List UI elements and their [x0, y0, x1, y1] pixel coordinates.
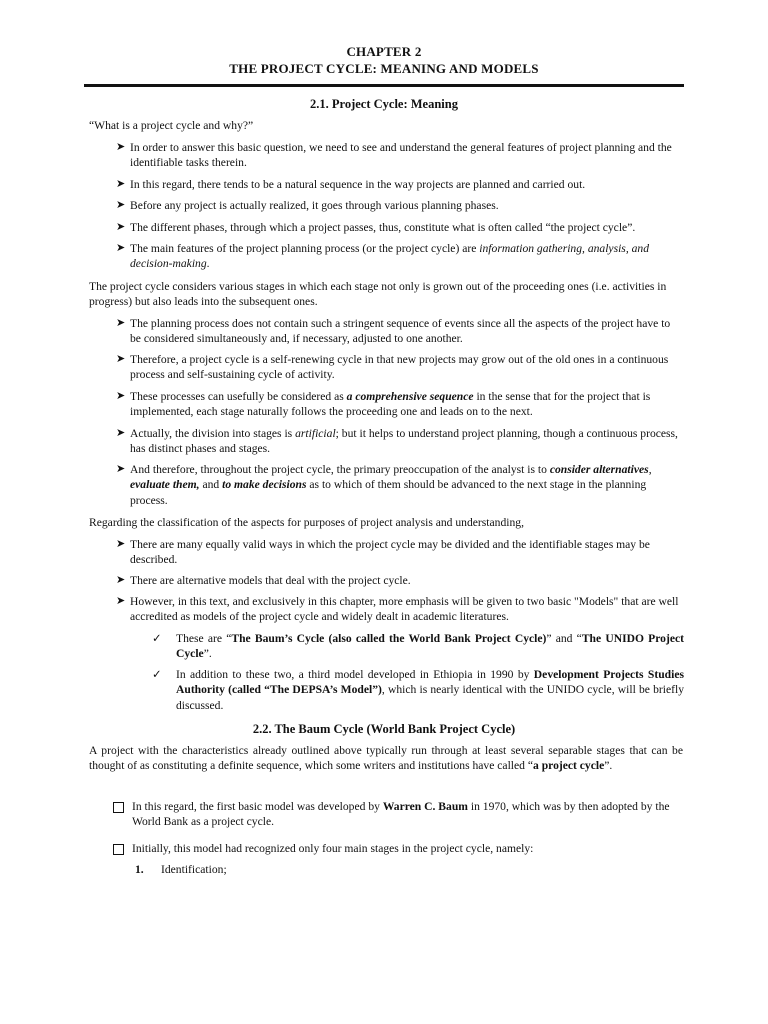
chapter-number: CHAPTER 2	[346, 44, 422, 59]
empty-box-icon	[113, 844, 124, 855]
arrowhead-bullet-icon: ➤	[116, 574, 126, 586]
checkmark-icon: ✓	[152, 668, 162, 681]
list-item-text: In this regard, the first basic model was developed by Warren C. Baum in 1970, which was by then adopted by the World Bank as a project cycle.	[132, 800, 670, 829]
paragraph: The project cycle considers various stages in which each stage not only is grown out of the proceeding ones (i.e. activities in progress) but also leads into the subsequent ones.	[89, 280, 667, 309]
arrowhead-bullet-icon: ➤	[116, 317, 126, 329]
list-item	[116, 177, 682, 192]
list-item	[135, 862, 227, 877]
list-item	[116, 316, 682, 347]
header-rule	[84, 84, 684, 87]
list-item	[152, 631, 684, 662]
list-item-text: However, in this text, and exclusively in this chapter, more emphasis will be given to two basic "Models" that are well accredited as models of the project cycle and widely dealt in academic literatures.	[130, 595, 679, 624]
arrowhead-bullet-icon: ➤	[116, 595, 126, 607]
arrowhead-bullet-icon: ➤	[116, 221, 126, 233]
list-item-text: The planning process does not contain such a stringent sequence of events since all the aspects of the project have to be considered simultaneously and, if necessary, adjusted to one another.	[130, 317, 671, 346]
list-item-text: Actually, the division into stages is artificial; but it helps to understand project planning, though a continuous process, has distinct phases and stages.	[130, 427, 678, 456]
arrowhead-bullet-icon: ➤	[116, 242, 126, 254]
list-item-text: There are alternative models that deal with the project cycle.	[130, 574, 411, 587]
checkmark-icon: ✓	[152, 632, 162, 645]
list-item	[113, 841, 683, 856]
list-item-text: The main features of the project planning process (or the project cycle) are information gathering, analysis, and decision-making.	[130, 242, 650, 271]
list-item	[116, 389, 682, 420]
question-text: “What is a project cycle and why?”	[89, 119, 254, 132]
list-item-text: In this regard, there tends to be a natural sequence in the way projects are planned and carried out.	[130, 178, 586, 191]
arrowhead-bullet-icon: ➤	[116, 353, 126, 365]
list-item	[116, 426, 682, 457]
list-item-text: And therefore, throughout the project cycle, the primary preoccupation of the analyst is to consider alternatives, evaluate them, and to make decisions as to which of them should be advanced to the next stage in the planning process.	[130, 463, 652, 507]
list-item-text: In order to answer this basic question, we need to see and understand the general features of project planning and the identifiable tasks therein.	[130, 141, 672, 170]
arrowhead-bullet-icon: ➤	[116, 463, 126, 475]
section-heading-2-1: 2.1. Project Cycle: Meaning	[310, 97, 458, 111]
arrowhead-bullet-icon: ➤	[116, 178, 126, 190]
list-item	[116, 220, 682, 235]
list-number: 1.	[135, 863, 144, 876]
arrowhead-bullet-icon: ➤	[116, 427, 126, 439]
paragraph: A project with the characteristics already outlined above typically run through at least several separable stages that can be thought of as constituting a definite sequence, which some writers and institutions have called “a project cycle”.	[89, 744, 683, 773]
list-item	[116, 352, 682, 383]
chapter-title: THE PROJECT CYCLE: MEANING AND MODELS	[229, 60, 539, 76]
list-item	[116, 537, 682, 568]
list-item	[113, 799, 683, 830]
chapter-header	[0, 44, 768, 78]
empty-box-icon	[113, 802, 124, 813]
arrowhead-bullet-icon: ➤	[116, 141, 126, 153]
list-item-text: Before any project is actually realized, it goes through various planning phases.	[130, 199, 499, 212]
list-item-text: Therefore, a project cycle is a self-renewing cycle in that new projects may grow out of the old ones in a continuous process and self-sustaining cycle of activity.	[130, 353, 669, 382]
list-item	[152, 667, 684, 713]
list-item-text: Initially, this model had recognized only four main stages in the project cycle, namely:	[132, 842, 534, 855]
arrowhead-bullet-icon: ➤	[116, 390, 126, 402]
arrowhead-bullet-icon: ➤	[116, 199, 126, 211]
list-item	[116, 198, 682, 213]
section-heading-2-2: 2.2. The Baum Cycle (World Bank Project Cycle)	[252, 722, 516, 736]
list-item	[116, 241, 682, 272]
list-item-text: In addition to these two, a third model developed in Ethiopia in 1990 by Development Projects Studies Authority (called “The DEPSA’s Model”), which is nearly identical with the UNIDO cycle, will be briefly discussed.	[176, 668, 685, 712]
list-item	[116, 594, 682, 625]
list-item-text: These processes can usefully be considered as a comprehensive sequence in the sense that for the project that is implemented, each stage naturally follows the proceeding one and leads on to the next.	[130, 390, 651, 419]
list-item-text: There are many equally valid ways in which the project cycle may be divided and the identifiable stages may be described.	[130, 538, 650, 567]
arrowhead-bullet-icon: ➤	[116, 538, 126, 550]
list-item-text: The different phases, through which a project passes, thus, constitute what is often called “the project cycle”.	[130, 221, 636, 234]
paragraph: Regarding the classification of the aspects for purposes of project analysis and understanding,	[89, 516, 524, 529]
list-item	[116, 462, 682, 508]
list-item-text: Identification;	[161, 863, 227, 876]
list-item	[116, 573, 682, 588]
list-item	[116, 140, 682, 171]
list-item-text: These are “The Baum’s Cycle (also called the World Bank Project Cycle)” and “The UNIDO Project Cycle”.	[176, 632, 684, 661]
